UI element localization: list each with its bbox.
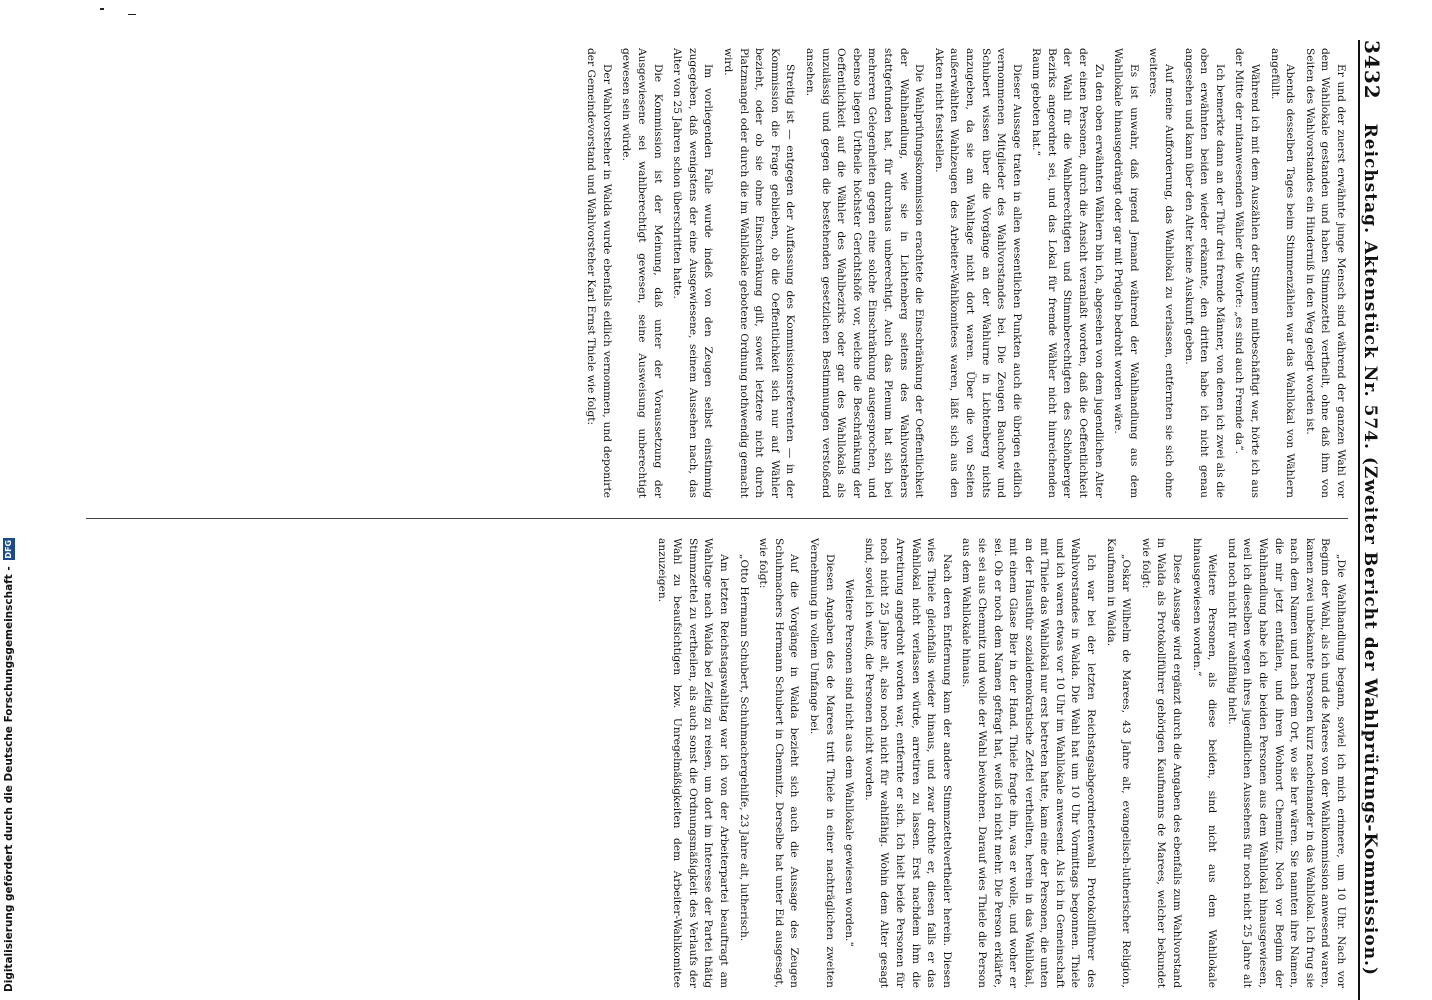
paragraph: „Otto Hermann Schubert, Schuhmachergehilfe, 23 Jahre alt, lutherisch. <box>737 554 750 942</box>
scan-mark <box>100 8 104 10</box>
paragraph: Auf meine Aufforderung, das Wahllokal zu verlassen, entfernten sie sich ohne weiteres. <box>1147 48 1176 498</box>
paragraph: Der Wahlvorsteher in Walda wurde ebenfalls eidlich vernommen, und deponirte der Gemeindevorstand und Wahlvorsteher Karl Ernst Thiele wie folgt: <box>585 48 613 498</box>
footer-text: Digitalisierung gefördert durch die Deutsche Forschungsgemeinschaft - <box>3 566 15 992</box>
paragraph: Am letzten Reichstagswahltag war ich von der Arbeiterpartei beauftragt am Wahltage nach Walda bei Zeitig zu reisen, um dort im Interesse der Partei thätig Stimmzettel zu vertheilen, als auch sonst die Ordnungsmäßigkeit des Verlaufs der Wahl zu beaufsichtigen bzw. Unregelmäßigkeiten dem Arbeiter-Wahlkomitee anzuzeigen. <box>655 538 731 988</box>
left-column <box>78 48 1348 498</box>
paragraph: Ich bemerkte dann an der Thür drei fremde Männer, von denen ich zwei als die oben erwähnten beiden wieder erkannte, den dritten habe ich nicht genau angesehen und kann über den Alter keine Auskunft geben. <box>1182 48 1226 498</box>
paragraph: Nach deren Entfernung kam der andere Stimmzettelvertheiler herein. Diesen wies Thiele gleichfalls wieder hinaus, und zwar drohte er, diesen falls er das Wahllokal nicht verlassen würde, arretiren zu lassen. Erst nachdem ihm die Arretirung angedroht worden war, entfernte er sich. Ich hielt beide Personen für noch nicht 25 Jahre alt, also noch nicht für wahlfähig. Wohin dem Alter gesagt sind, soviel ich weiß, die Personen nicht worden. <box>862 538 953 988</box>
page-number: 3432 <box>1360 40 1384 100</box>
paragraph: Er und der zuerst erwähnte junge Mensch sind während der ganzen Wahl vor dem Wahllokale gestanden und haben Stimmzettel vertheilt, ohne daß ihm von Seiten des Wahlvorstandes ein Hinderniß in den Weg gelegt worden ist. <box>1303 48 1347 498</box>
paragraph: Die Wahlprüfungskommission erachtete die Einschränkung der Oeffentlichkeit der Wahlhandlung, wie sie in Lichtenberg seitens des Wahlvorstehers stattgefunden hat, für durchaus unberechtigt. Auch das Plenum hat sich bei mehreren Gelegenheiten gegen eine solche Einschränkung ausgesprochen, und ebenso liegen Urtheile höchster Gerichtshöfe vor, welche die Beschränkung der Oeffentlichkeit auf die Wähler des Wahlbezirks oder gar des Wahllokals als unzulässig und gegen die bestehenden gesetzlichen Bestimmungen verstoßend ansehen. <box>804 48 926 498</box>
column-divider <box>86 518 1348 519</box>
paragraph: „Oskar Wilhelm de Marees, 43 Jahre alt, evangelisch-lutherischer Religion, Kaufmann in Walda. <box>1104 538 1133 988</box>
paragraph: Auf die Vorgänge in Walda bezieht sich auch die Aussage des Zeugen Schuhmachers Hermann Schubert in Chemnitz. Derselbe hat unter Eid ausgesagt, wie folgt: <box>757 538 801 988</box>
paragraph: Ich war bei der letzten Reichstagsabgeordnetenwahl Protokollführer des Wahlvorstandes in Walda. Die Wahl hat um 10 Uhr Vormittags begonnen. Thiele und ich waren etwas vor 10 Uhr im Wahllokale anwesend. Als ich in Gemeinschaft mit Thiele das Wahllokal nur erst betreten hatte, kam eine der Personen, die unten an der Hausthür sozialdemokratische Zettel vertheilten, herein in das Wahllokal, mit einem Glase Bier in der Hand. Thiele fragte ihn, was er wolle, und woher er sei. Ob er noch dem Namen gefragt hat, weiß ich nicht mehr. Die Person erklärte, sie sei aus Chemnitz und wolle der Wahl beiwohnen. Darauf wies Thiele die Person aus dem Wahllokale hinaus. <box>960 538 1098 988</box>
right-column <box>78 538 1348 988</box>
paragraph: Diese Aussage wird ergänzt durch die Angaben des ebenfalls zum Wahlvorstand in Walda als Protokollführer gehörigen Kaufmanns de Marees, welcher bekundet wie folgt: <box>1139 538 1184 988</box>
paragraph: Weitere Personen sind nicht aus dem Wahllokale gewiesen worden.“ <box>843 579 856 947</box>
paragraph: Es ist unwahr, daß irgend Jemand während der Wahlhandlung aus dem Wahllokale hinausgedrängt oder gar mit Prügeln bedroht worden wäre. <box>1112 48 1140 498</box>
rotated-document-page <box>72 40 1392 1000</box>
scan-mark <box>128 14 136 15</box>
paragraph: Zu den oben erwähnten Wählern bin ich, abgesehen von dem jugendlichen Alter der einen Personen, durch die Ansicht veranlaßt worden, daß die Oeffentlichkeit der Wahl für die Wahlberechtigten und Stimmberechtigten des Schönberger Bezirks angeordnet sei, und das Lokal für fremde Wähler nicht hinreichenden Raum geboten hat.“ <box>1030 48 1105 498</box>
paragraph: Weitere Personen, als diese beiden, sind nicht aus dem Wahllokale hinausgewiesen worden.“ <box>1190 538 1219 988</box>
page-header <box>1358 40 1392 1000</box>
dfg-logo: DFG <box>4 539 13 559</box>
paragraph: Im vorliegenden Falle wurde indeß von den Zeugen selbst einstimmig zugegeben, daß wenigstens der eine Ausgewiesene, seinem Aussehen nach, das Alter von 25 Jahren schon überschritten hatte. <box>671 48 715 498</box>
paragraph: Diesen Angaben des de Marees tritt Thiele in einer nachträglichen zweiten Vernehmung in vollem Umfange bei. <box>808 538 836 988</box>
paragraph: „Die Wahlhandlung begann, soviel ich mich erinnere, um 10 Uhr. Nach vor Beginn der Wahl, als ich und de Marees von der Wahlkommission anwesend waren, kamen zwei unbekannte Personen kurz nacheinander in das Wahllokal. Ich frug sie nach dem Namen und nach dem Ort, wo sie her wären. Sie nannten ihre Namen, die mir jetzt entfallen, und ihren Wohnort Chemnitz. Noch vor Beginn der Wahlhandlung habe ich die beiden Personen aus dem Wahllokal hinausgewiesen, weil ich dieselben wegen ihres jugendlichen Aussehens für noch nicht 25 Jahre alt und noch nicht für wahlfähig hielt. <box>1225 538 1347 988</box>
paragraph: Während ich mit dem Auszählen der Stimmen mitbeschäftigt war, hörte ich aus der Mitte der mitanwesenden Wähler die Worte: „es sind auch Fremde da“. <box>1233 48 1262 498</box>
paragraph: Abends desselben Tages beim Stimmenzählen war das Wahllokal von Wählern angefüllt. <box>1268 48 1297 498</box>
page-title: Reichstag. Aktenstück Nr. 574. (Zweiter Bericht der Wahlprüfungs-Kommission.) <box>1360 123 1380 977</box>
paragraph: Dieser Aussage traten in allen wesentlichen Punkten auch die übrigen eidlich vernommenen Mitglieder des Wahlvorstandes bei. Die Zeugen Bauchow und Schubert wissen über die Vorgänge an der Wahlurne in Lichtenberg nichts anzugeben, da sie am Wahltage nicht dort waren. Über die von Seiten außerwählten Wahlzeugen des Arbeiter-Wahlkomitees waren, läßt sich aus den Akten nicht feststellen. <box>932 48 1023 498</box>
paragraph: Streitig ist — entgegen der Auffassung des Kommissionsreferenten — in der Kommission die Frage geblieben, ob die Oeffentlichkeit sich nur auf Wähler bezieht, oder ob sie ohne Einschränkung gilt, soweit letztere nicht durch Platzmangel oder durch die im Wahllokale gebotene Ordnung nothwendig gemacht wird. <box>722 48 797 498</box>
paragraph: Die Kommission ist der Meinung, daß unter der Voraussetzung der Ausgewiesene sei wahlberechtigt gewesen, seine Ausweisung unberechtigt gewesen sein würde. <box>620 48 664 498</box>
digitization-footer <box>0 0 18 1000</box>
